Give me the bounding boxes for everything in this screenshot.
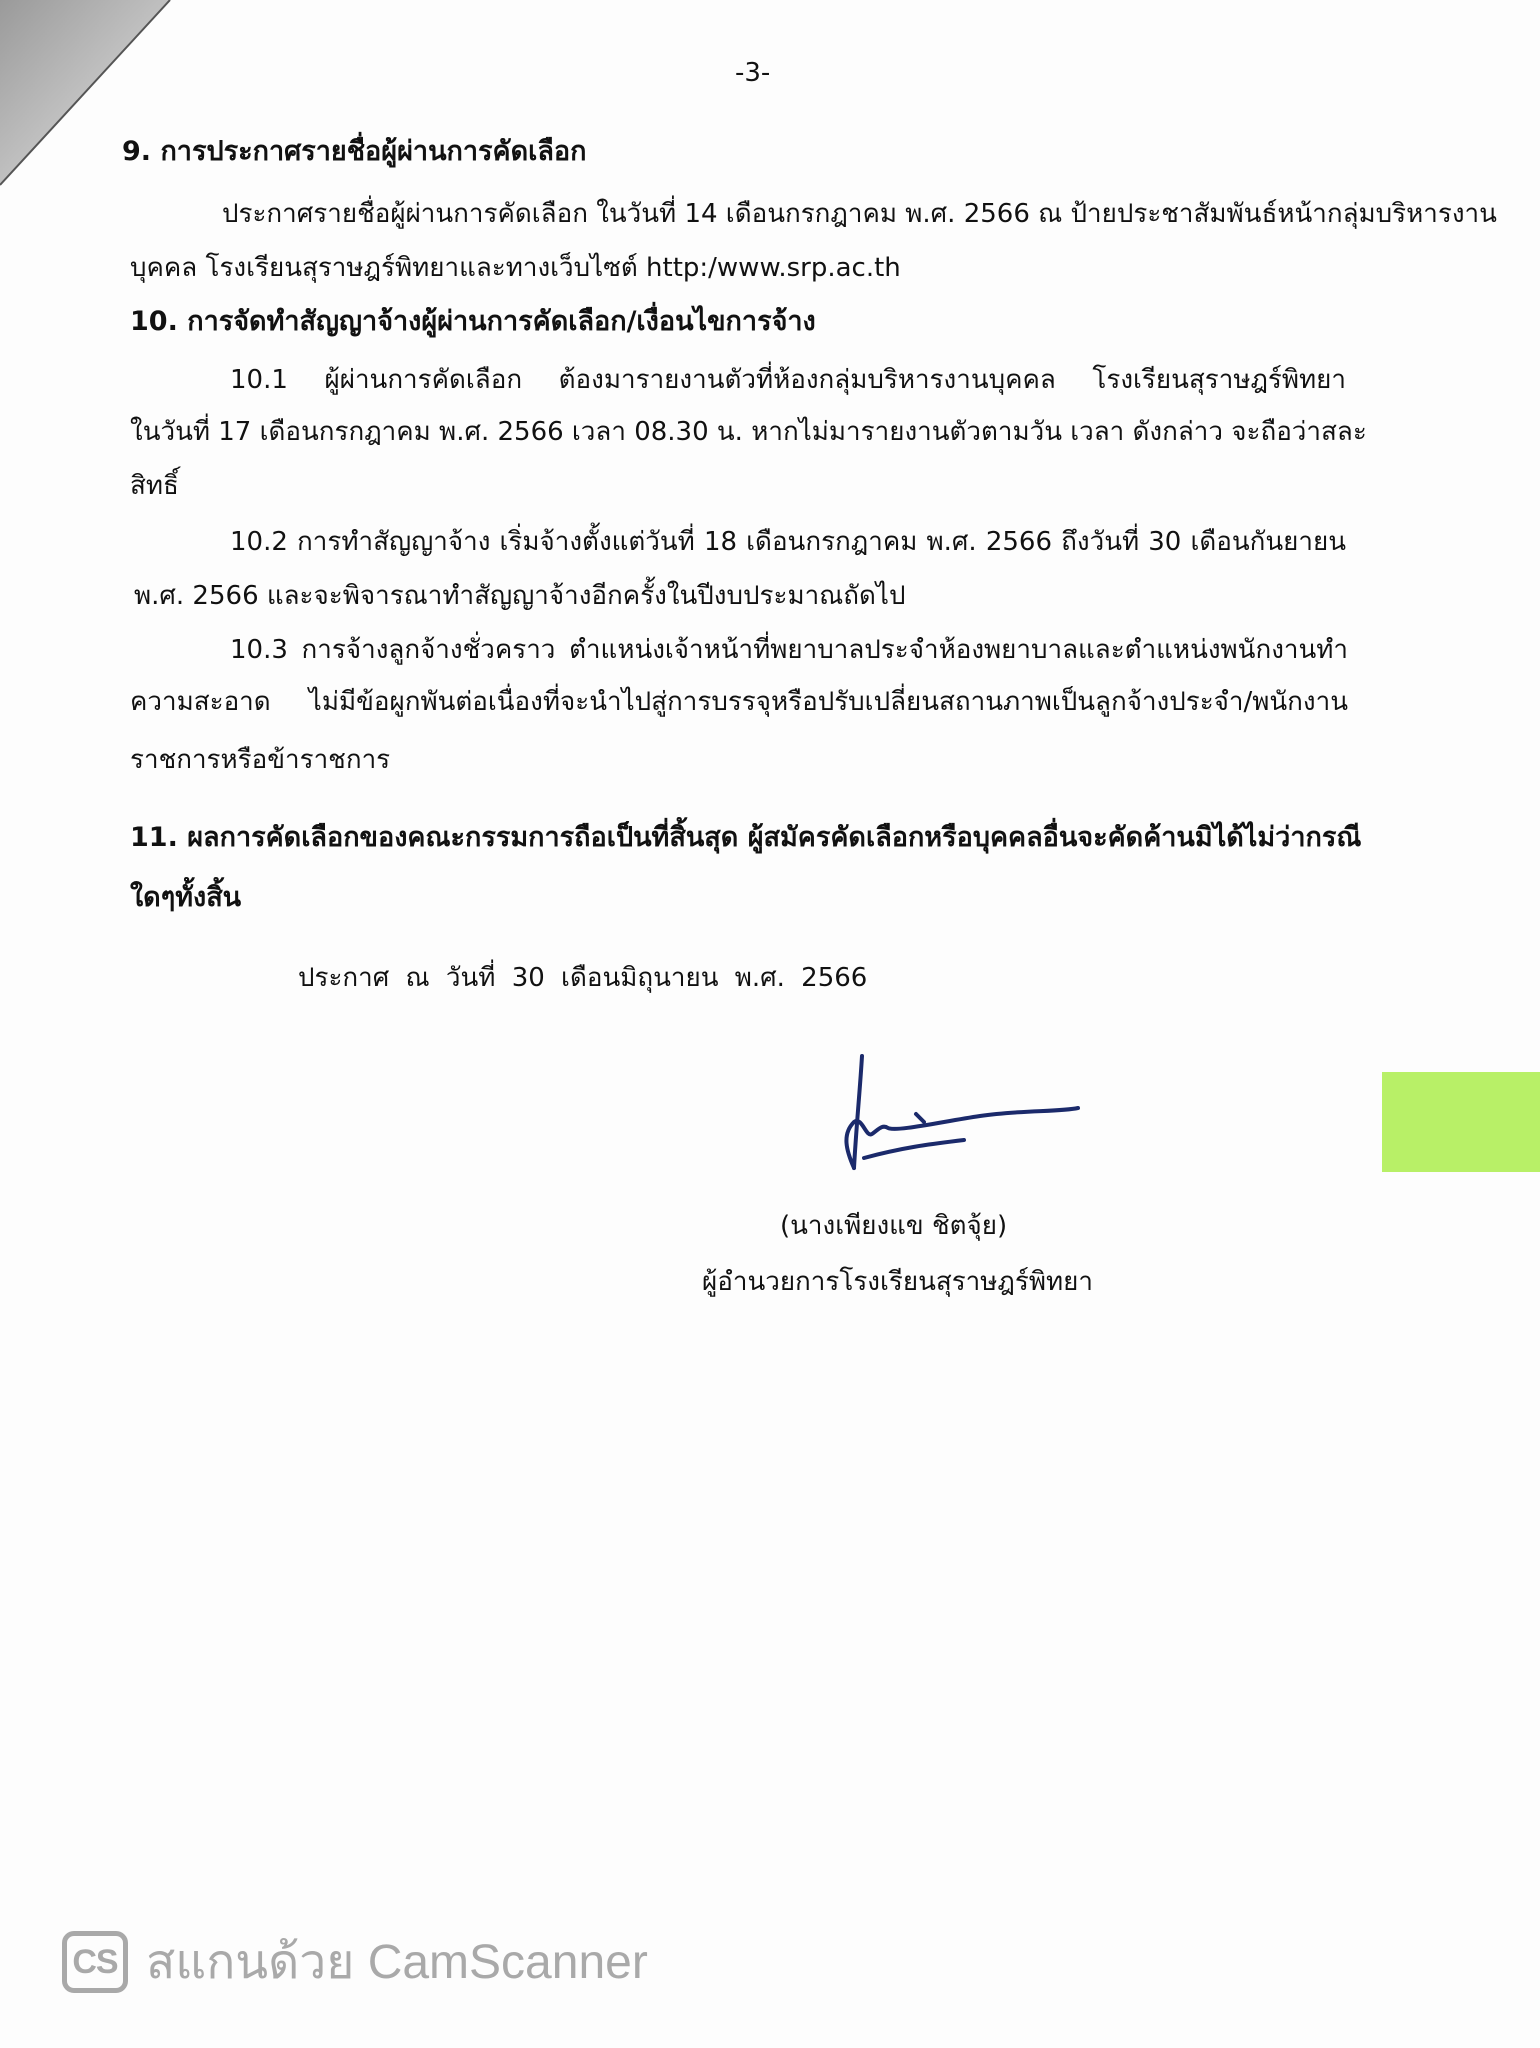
section-10-3-line-2: ความสะอาด ไม่มีข้อผูกพันต่อเนื่องที่จะนำไปสู่การบรรจุหรือปรับเปลี่ยนสถานภาพเป็นลูกจ้างประจำ/พนักงาน: [130, 687, 1348, 717]
folded-corner-shadow: [0, 0, 180, 200]
section-10-2-line-2: พ.ศ. 2566 และจะพิจารณาทำสัญญาจ้างอีกครั้งในปีงบประมาณถัดไป: [134, 581, 906, 611]
section-11-line-2: ใดๆทั้งสิ้น: [130, 882, 242, 913]
section-10-heading: 10. การจัดทำสัญญาจ้างผู้ผ่านการคัดเลือก/เงื่อนไขการจ้าง: [130, 306, 816, 337]
section-9-line-1: ประกาศรายชื่อผู้ผ่านการคัดเลือก ในวันที่ 14 เดือนกรกฎาคม พ.ศ. 2566 ณ ป้ายประชาสัมพันธ์หน้ากลุ่มบริหารงาน: [222, 199, 1497, 229]
section-10-3-line-3: ราชการหรือข้าราชการ: [130, 745, 391, 775]
section-10-2-line-1: 10.2 การทำสัญญาจ้าง เริ่มจ้างตั้งแต่วันที่ 18 เดือนกรกฎาคม พ.ศ. 2566 ถึงวันที่ 30 เดือนกันยายน: [230, 527, 1346, 557]
announcement-date: ประกาศ ณ วันที่ 30 เดือนมิถุนายน พ.ศ. 2566: [298, 963, 868, 993]
section-10-1-line-2: ในวันที่ 17 เดือนกรกฎาคม พ.ศ. 2566 เวลา 08.30 น. หากไม่มารายงานตัวตามวัน เวลา ดังกล่าว จะถือว่าสละ: [130, 417, 1367, 447]
signatory-name: (นางเพียงแข ชิตจุ้ย): [780, 1211, 1008, 1241]
page-number: -3-: [735, 58, 771, 88]
signatory-position: ผู้อำนวยการโรงเรียนสุราษฎร์พิทยา: [702, 1267, 1093, 1297]
section-10-1-line-1: 10.1 ผู้ผ่านการคัดเลือก ต้องมารายงานตัวที่ห้องกลุ่มบริหารงานบุคคล โรงเรียนสุราษฎร์พิทยา: [230, 365, 1346, 395]
section-9-heading: 9. การประกาศรายชื่อผู้ผ่านการคัดเลือก: [122, 136, 587, 167]
section-10-3-line-1: 10.3 การจ้างลูกจ้างชั่วคราว ตำแหน่งเจ้าหน้าที่พยาบาลประจำห้องพยาบาลและตำแหน่งพนักงานทำ: [230, 635, 1348, 665]
section-10-1-line-3: สิทธิ์: [130, 471, 179, 501]
watermark-text: สแกนด้วย CamScanner: [146, 1936, 648, 1989]
camscanner-logo-icon: CS: [62, 1931, 128, 1993]
signature-icon: [820, 1050, 1090, 1200]
sticky-note: [1382, 1072, 1540, 1172]
section-11-line-1: 11. ผลการคัดเลือกของคณะกรรมการถือเป็นที่สิ้นสุด ผู้สมัครคัดเลือกหรือบุคคลอื่นจะคัดค้านมิได้ไม่ว่ากรณี: [130, 822, 1362, 853]
section-9-line-2: บุคคล โรงเรียนสุราษฎร์พิทยาและทางเว็บไซต์ http:/www.srp.ac.th: [130, 253, 901, 283]
camscanner-watermark: [62, 1926, 648, 1998]
